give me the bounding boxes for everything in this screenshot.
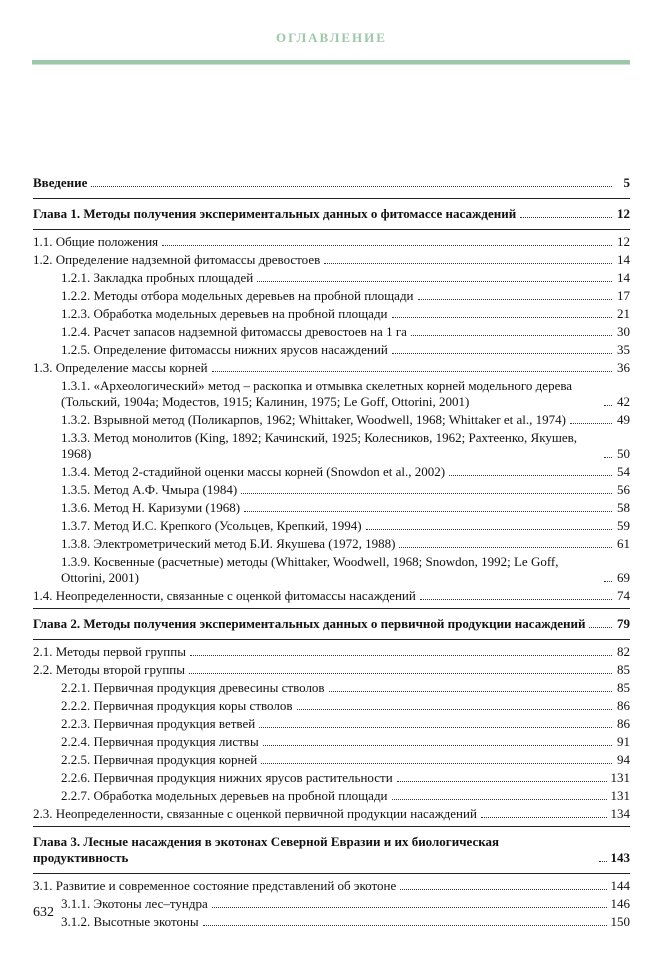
toc-entry-title: 1.2.2. Методы отбора модельных деревьев на пробной площади — [61, 288, 414, 303]
toc-entry-title: 1.2.4. Расчет запасов надземной фитомассы древостоев на 1 га — [61, 324, 407, 339]
toc-page-number: 61 — [617, 536, 630, 551]
toc-page-number: 85 — [617, 662, 630, 677]
toc-entry[interactable] — [33, 752, 630, 768]
toc-entry-title: 1.3.2. Взрывной метод (Поликарпов, 1962; Whittaker, Woodwell, 1968; Whittaker et al., 1974) — [61, 412, 566, 427]
dot-leader — [257, 281, 612, 282]
toc-block — [33, 874, 630, 934]
dot-leader — [212, 371, 612, 372]
toc-page-number: 12 — [617, 234, 630, 249]
toc-entry[interactable] — [33, 914, 630, 930]
toc-entry-title: Глава 3. Лесные насаждения в экотонах Северной Евразии и их биологическая продуктивность — [33, 834, 500, 865]
toc-block — [33, 168, 630, 198]
toc-entry[interactable] — [33, 324, 630, 340]
dot-leader — [259, 727, 612, 728]
page-header-title: ОГЛАВЛЕНИЕ — [276, 30, 387, 45]
dot-leader — [297, 709, 613, 710]
dot-leader — [261, 763, 612, 764]
toc-page-number: 69 — [617, 570, 630, 585]
toc-page-number: 79 — [617, 616, 630, 631]
toc-entry[interactable] — [33, 698, 630, 714]
dot-leader — [411, 335, 612, 336]
toc-entry[interactable] — [33, 788, 630, 804]
toc-page-number: 143 — [610, 850, 630, 865]
toc-page-number: 146 — [610, 896, 630, 911]
toc-block — [33, 640, 630, 826]
toc-block — [33, 827, 630, 873]
table-of-contents — [33, 168, 630, 934]
toc-entry[interactable] — [33, 412, 630, 428]
toc-entry[interactable] — [33, 536, 630, 552]
toc-entry-title: 1.3.9. Косвенные (расчетные) методы (Whittaker, Woodwell, 1968; Snowdon, 1992; Le Goff, Ottorini, 2001) — [61, 554, 559, 585]
toc-chapter-entry[interactable] — [33, 175, 630, 191]
dot-leader — [481, 817, 607, 818]
dot-leader — [399, 547, 612, 548]
header-rule — [32, 60, 630, 65]
dot-leader — [604, 457, 612, 458]
dot-leader — [91, 186, 612, 187]
toc-entry-title: 3.1.2. Высотные экотоны — [61, 914, 199, 929]
toc-chapter-entry[interactable] — [33, 616, 630, 632]
toc-entry-title: 1.3.1. «Археологический» метод – раскопка и отмывка скелетных корней модельного дерева (Тольский, 1904а; Модестов, 1915; Калинин, 1975; Le Goff, Ottorini, 2001) — [61, 378, 573, 409]
toc-entry-title: 1.3.4. Метод 2-стадийной оценки массы корней (Snowdon et al., 2002) — [61, 464, 446, 479]
toc-block — [33, 199, 630, 229]
toc-page-number: 30 — [617, 324, 630, 339]
dot-leader — [392, 353, 612, 354]
dot-leader — [604, 581, 612, 582]
toc-entry[interactable] — [33, 378, 630, 410]
toc-entry-title: 1.3.6. Метод Н. Каризуми (1968) — [61, 500, 241, 515]
dot-leader — [212, 907, 607, 908]
toc-entry[interactable] — [33, 360, 630, 376]
toc-entry[interactable] — [33, 518, 630, 534]
dot-leader — [449, 475, 612, 476]
toc-entry-title: 1.2.5. Определение фитомассы нижних ярусов насаждений — [61, 342, 388, 357]
toc-page-number: 5 — [623, 175, 630, 190]
toc-page-number: 50 — [617, 446, 630, 461]
dot-leader — [329, 691, 612, 692]
toc-entry-title: 2.2.5. Первичная продукция корней — [61, 752, 258, 767]
toc-entry[interactable] — [33, 662, 630, 678]
toc-page-number: 150 — [610, 914, 630, 929]
dot-leader — [241, 493, 612, 494]
toc-block — [33, 230, 630, 608]
toc-entry-title: 2.2. Методы второй группы — [33, 662, 185, 677]
toc-entry-title: 1.3.7. Метод И.С. Крепкого (Усольцев, Крепкий, 1994) — [61, 518, 362, 533]
toc-page-number: 134 — [610, 806, 630, 821]
toc-page-number: 21 — [617, 306, 630, 321]
toc-page-number: 35 — [617, 342, 630, 357]
toc-entry[interactable] — [33, 770, 630, 786]
dot-leader — [420, 599, 612, 600]
toc-page-number: 42 — [617, 394, 630, 409]
toc-entry-title: 1.1. Общие положения — [33, 234, 159, 249]
dot-leader — [392, 317, 612, 318]
toc-entry-title: 1.3. Определение массы корней — [33, 360, 208, 375]
dot-leader — [203, 925, 607, 926]
dot-leader — [263, 745, 612, 746]
toc-entry-title: 1.2.3. Обработка модельных деревьев на пробной площади — [61, 306, 388, 321]
toc-page-number: 36 — [617, 360, 630, 375]
toc-entry-title: 1.3.5. Метод А.Ф. Чмыра (1984) — [61, 482, 238, 497]
dot-leader — [400, 889, 606, 890]
toc-entry[interactable] — [33, 252, 630, 268]
dot-leader — [589, 627, 612, 628]
toc-entry-title: 2.2.4. Первичная продукция листвы — [61, 734, 259, 749]
toc-entry-title: 2.2.6. Первичная продукция нижних ярусов растительности — [61, 770, 393, 785]
dot-leader — [397, 781, 607, 782]
toc-entry-title: 1.3.8. Электрометрический метод Б.И. Якушева (1972, 1988) — [61, 536, 396, 551]
toc-entry-title: 1.2. Определение надземной фитомассы древостоев — [33, 252, 321, 267]
toc-page-number: 91 — [617, 734, 630, 749]
toc-entry[interactable] — [33, 342, 630, 358]
toc-block — [33, 609, 630, 639]
toc-entry-title: 1.2.1. Закладка пробных площадей — [61, 270, 254, 285]
toc-entry-title: Введение — [33, 175, 88, 190]
toc-entry-title: 1.3.3. Метод монолитов (King, 1892; Качинский, 1925; Колесников, 1962; Рахтеенко, Якушев, 1968) — [61, 430, 578, 461]
dot-leader — [366, 529, 612, 530]
toc-entry-title: 2.2.1. Первичная продукция древесины стволов — [61, 680, 325, 695]
toc-chapter-entry[interactable] — [33, 206, 630, 222]
toc-page-number: 14 — [617, 270, 630, 285]
toc-page-number: 82 — [617, 644, 630, 659]
toc-entry-title: 2.1. Методы первой группы — [33, 644, 186, 659]
toc-entry[interactable] — [33, 878, 630, 894]
toc-page-number: 86 — [617, 716, 630, 731]
toc-entry[interactable] — [33, 306, 630, 322]
dot-leader — [244, 511, 612, 512]
toc-page-number: 17 — [617, 288, 630, 303]
toc-entry-title: Глава 1. Методы получения экспериментальных данных о фитомассе насаждений — [33, 206, 517, 221]
toc-page-number: 74 — [617, 588, 630, 603]
dot-leader — [418, 299, 612, 300]
toc-page-number: 49 — [617, 412, 630, 427]
dot-leader — [324, 263, 612, 264]
toc-entry[interactable] — [33, 482, 630, 498]
toc-entry[interactable] — [33, 500, 630, 516]
toc-entry[interactable] — [33, 716, 630, 732]
toc-entry[interactable] — [33, 464, 630, 480]
toc-entry[interactable] — [33, 644, 630, 660]
dot-leader — [162, 245, 612, 246]
toc-page-number: 131 — [610, 788, 630, 803]
toc-page-number: 144 — [610, 878, 630, 893]
toc-page-number: 56 — [617, 482, 630, 497]
dot-leader — [190, 655, 612, 656]
dot-leader — [599, 861, 607, 862]
dot-leader — [520, 217, 612, 218]
toc-entry[interactable] — [33, 288, 630, 304]
dot-leader — [392, 799, 607, 800]
toc-page-number: 12 — [617, 206, 630, 221]
toc-page-number: 94 — [617, 752, 630, 767]
toc-page-number: 58 — [617, 500, 630, 515]
toc-entry-title: 3.1.1. Экотоны лес–тундра — [61, 896, 208, 911]
toc-entry-title: 2.2.7. Обработка модельных деревьев на пробной площади — [61, 788, 388, 803]
toc-entry-title: 2.2.2. Первичная продукция коры стволов — [61, 698, 293, 713]
toc-entry[interactable] — [33, 588, 630, 604]
dot-leader — [604, 405, 612, 406]
toc-page-number: 14 — [617, 252, 630, 267]
toc-entry-title: 1.4. Неопределенности, связанные с оценкой фитомассы насаждений — [33, 588, 416, 603]
toc-entry-title: 2.3. Неопределенности, связанные с оценкой первичной продукции насаждений — [33, 806, 477, 821]
toc-entry[interactable] — [33, 234, 630, 250]
toc-entry[interactable] — [33, 554, 630, 586]
toc-page-number: 59 — [617, 518, 630, 533]
toc-entry[interactable] — [33, 896, 630, 912]
toc-entry[interactable] — [33, 806, 630, 822]
toc-entry[interactable] — [33, 680, 630, 696]
toc-page-number: 131 — [610, 770, 630, 785]
toc-entry-title: 3.1. Развитие и современное состояние представлений об экотоне — [33, 878, 397, 893]
toc-page-number: 54 — [617, 464, 630, 479]
toc-entry-title: Глава 2. Методы получения экспериментальных данных о первичной продукции насаждений — [33, 616, 586, 631]
toc-page-number: 85 — [617, 680, 630, 695]
toc-entry-title: 2.2.3. Первичная продукция ветвей — [61, 716, 256, 731]
dot-leader — [189, 673, 612, 674]
toc-entry[interactable] — [33, 430, 630, 462]
toc-entry[interactable] — [33, 734, 630, 750]
toc-entry[interactable] — [33, 270, 630, 286]
toc-page-number: 86 — [617, 698, 630, 713]
dot-leader — [570, 423, 612, 424]
page-number: 632 — [33, 905, 54, 920]
toc-chapter-entry[interactable] — [33, 834, 630, 866]
